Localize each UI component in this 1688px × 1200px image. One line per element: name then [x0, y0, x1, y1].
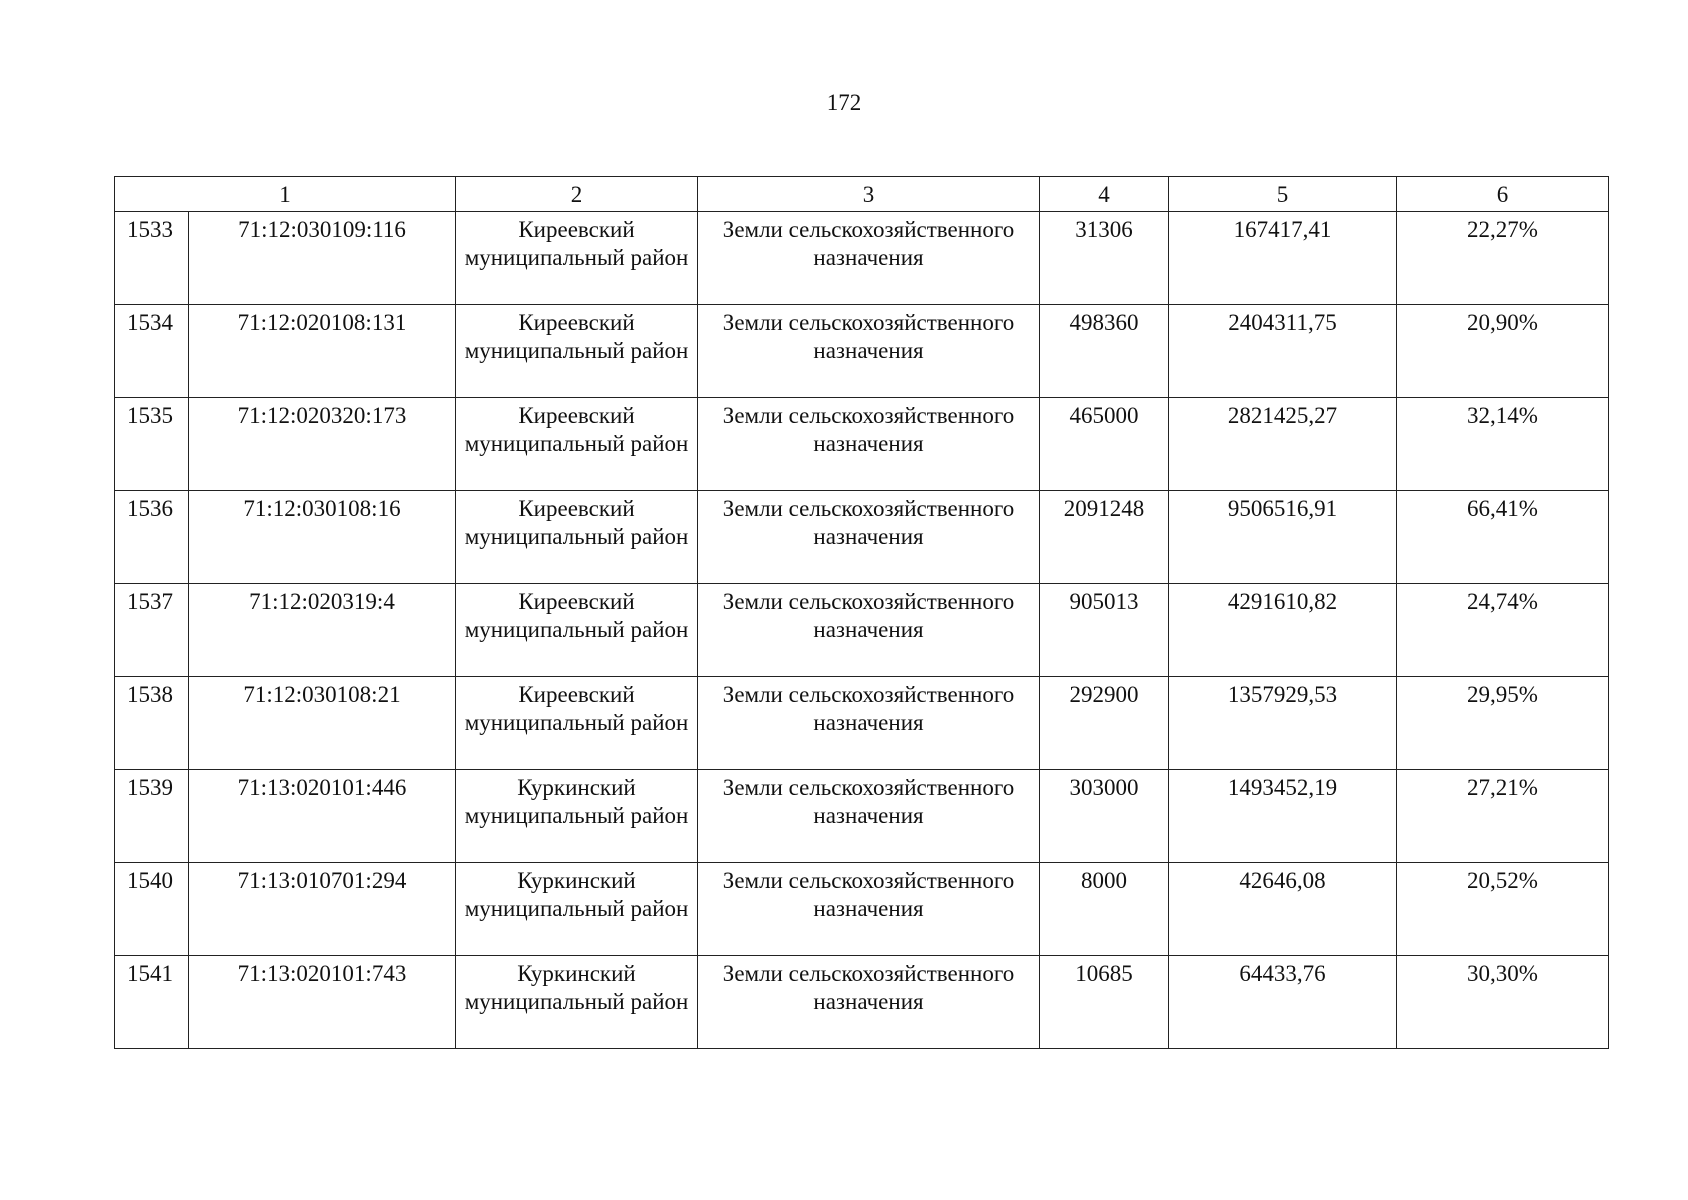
cadastral-number: 71:13:020101:743 [189, 956, 456, 1049]
district-name: Куркинский муниципальный район [456, 863, 698, 956]
row-number: 1534 [115, 305, 189, 398]
row-number: 1535 [115, 398, 189, 491]
cost-value: 4291610,82 [1169, 584, 1397, 677]
table-row [115, 770, 1609, 863]
area-value: 31306 [1040, 212, 1169, 305]
row-number: 1537 [115, 584, 189, 677]
percent-value: 32,14% [1397, 398, 1609, 491]
land-category: Земли сельскохозяйственного назначения [698, 677, 1040, 770]
percent-value: 22,27% [1397, 212, 1609, 305]
row-number: 1540 [115, 863, 189, 956]
row-number: 1541 [115, 956, 189, 1049]
cadastral-number: 71:12:030109:116 [189, 212, 456, 305]
row-number: 1539 [115, 770, 189, 863]
cost-value: 9506516,91 [1169, 491, 1397, 584]
cadastral-number: 71:12:020319:4 [189, 584, 456, 677]
page-number: 172 [826, 90, 862, 115]
percent-value: 27,21% [1397, 770, 1609, 863]
area-value: 465000 [1040, 398, 1169, 491]
area-value: 8000 [1040, 863, 1169, 956]
cost-value: 1357929,53 [1169, 677, 1397, 770]
land-category: Земли сельскохозяйственного назначения [698, 212, 1040, 305]
column-header-2: 2 [456, 177, 698, 212]
land-category: Земли сельскохозяйственного назначения [698, 770, 1040, 863]
percent-value: 20,52% [1397, 863, 1609, 956]
percent-value: 20,90% [1397, 305, 1609, 398]
cost-value: 42646,08 [1169, 863, 1397, 956]
table-row [115, 677, 1609, 770]
land-category: Земли сельскохозяйственного назначения [698, 398, 1040, 491]
land-category: Земли сельскохозяйственного назначения [698, 491, 1040, 584]
district-name: Киреевский муниципальный район [456, 677, 698, 770]
cadastral-number: 71:12:030108:21 [189, 677, 456, 770]
district-name: Киреевский муниципальный район [456, 584, 698, 677]
cost-value: 2404311,75 [1169, 305, 1397, 398]
table-row [115, 584, 1609, 677]
area-value: 292900 [1040, 677, 1169, 770]
table-row [115, 398, 1609, 491]
cadastral-number: 71:13:020101:446 [189, 770, 456, 863]
table-row [115, 212, 1609, 305]
cadastral-number: 71:12:030108:16 [189, 491, 456, 584]
row-number: 1538 [115, 677, 189, 770]
district-name: Киреевский муниципальный район [456, 398, 698, 491]
land-register-table [114, 176, 1609, 1049]
table-row [115, 491, 1609, 584]
cost-value: 64433,76 [1169, 956, 1397, 1049]
land-category: Земли сельскохозяйственного назначения [698, 584, 1040, 677]
column-header-6: 6 [1397, 177, 1609, 212]
area-value: 303000 [1040, 770, 1169, 863]
percent-value: 29,95% [1397, 677, 1609, 770]
district-name: Киреевский муниципальный район [456, 212, 698, 305]
column-header-5: 5 [1169, 177, 1397, 212]
column-header-3: 3 [698, 177, 1040, 212]
cost-value: 1493452,19 [1169, 770, 1397, 863]
district-name: Куркинский муниципальный район [456, 956, 698, 1049]
area-value: 2091248 [1040, 491, 1169, 584]
column-header-1: 1 [115, 177, 456, 212]
row-number: 1533 [115, 212, 189, 305]
cadastral-number: 71:12:020108:131 [189, 305, 456, 398]
percent-value: 66,41% [1397, 491, 1609, 584]
table-row [115, 305, 1609, 398]
cost-value: 167417,41 [1169, 212, 1397, 305]
area-value: 10685 [1040, 956, 1169, 1049]
district-name: Куркинский муниципальный район [456, 770, 698, 863]
cadastral-number: 71:13:010701:294 [189, 863, 456, 956]
percent-value: 24,74% [1397, 584, 1609, 677]
area-value: 905013 [1040, 584, 1169, 677]
table-row [115, 956, 1609, 1049]
cost-value: 2821425,27 [1169, 398, 1397, 491]
column-header-4: 4 [1040, 177, 1169, 212]
table-header-row [115, 177, 1609, 212]
percent-value: 30,30% [1397, 956, 1609, 1049]
land-category: Земли сельскохозяйственного назначения [698, 863, 1040, 956]
district-name: Киреевский муниципальный район [456, 305, 698, 398]
land-category: Земли сельскохозяйственного назначения [698, 956, 1040, 1049]
area-value: 498360 [1040, 305, 1169, 398]
land-category: Земли сельскохозяйственного назначения [698, 305, 1040, 398]
row-number: 1536 [115, 491, 189, 584]
cadastral-number: 71:12:020320:173 [189, 398, 456, 491]
district-name: Киреевский муниципальный район [456, 491, 698, 584]
table-row [115, 863, 1609, 956]
